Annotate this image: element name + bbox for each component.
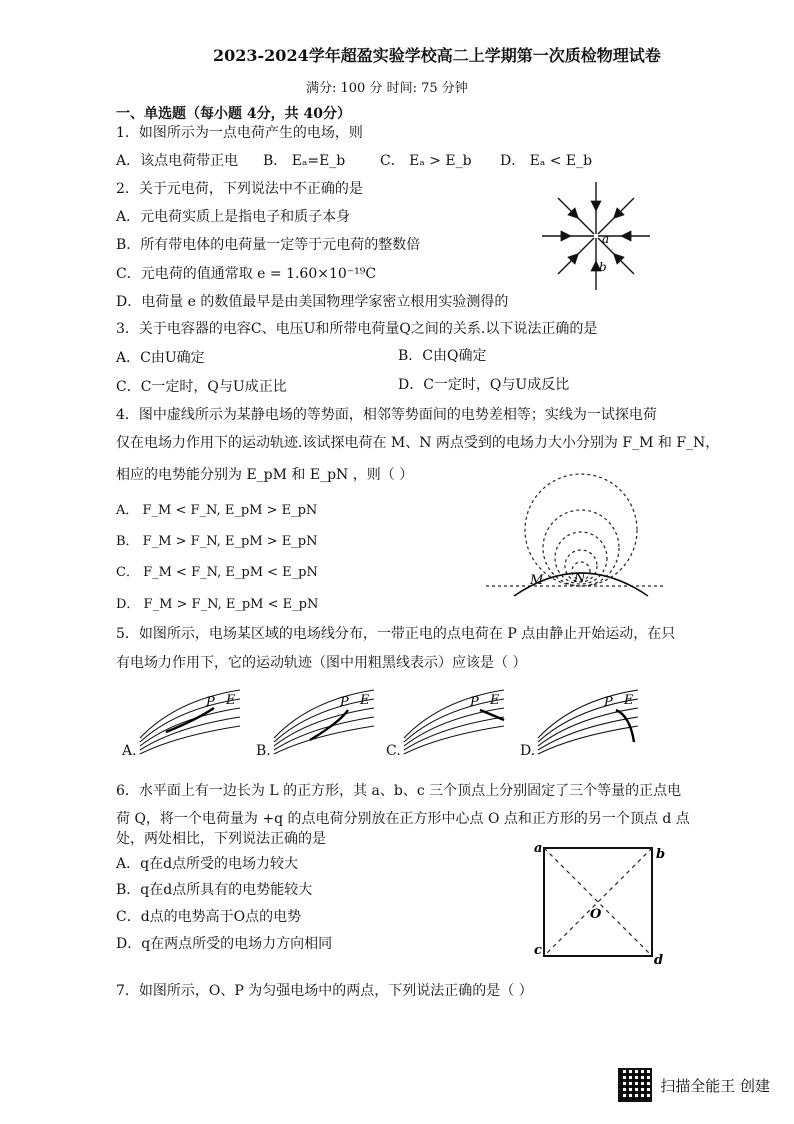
q5-stem-line-2: 有电场力作用下，它的运动轨迹（图中用粗黑线表示）应该是（ ） [116,655,527,671]
q1-option-a: A．该点电荷带正电 [116,153,239,169]
q4-stem-line-3: 相应的电势能分别为 E_pM 和 E_pN ，则（ ） [116,467,414,483]
q4-option-a: A． F_M < F_N, E_pM > E_pN [116,503,318,518]
q3-option-a: A．C由U确定 [116,350,205,366]
q1-label-b: b [599,260,607,274]
q5-label-e: E [624,693,634,708]
q6-option-a: A．q在d点所受的电场力较大 [116,856,299,872]
q2-option-d: D．电荷量 e 的数值最早是由美国物理学家密立根用实验测得的 [116,294,509,310]
q1-label-a: a [602,232,610,246]
q5-label-p: P [604,695,613,710]
q6-label-c: c [534,943,542,958]
q6-stem-line-2: 荷 Q，将一个电荷量为 +q 的点电荷分别放在正方形中心点 O 点和正方形的另一个顶点 d 点 [116,811,690,827]
q1-field-figure [536,176,656,296]
q4-label-m: M [530,573,544,588]
scanner-watermark [618,1068,770,1102]
q5-label-e: E [490,693,500,708]
q4-option-b: B． F_M > F_N, E_pM > E_pN [116,534,318,549]
q7-stem: 7．如图所示，O、P 为匀强电场中的两点，下列说法正确的是（ ） [116,983,533,999]
q4-stem-line-2: 仅在电场力作用下的运动轨迹.该试探电荷在 M、N 两点受到的电场力大小分别为 F_M 和 F_N， [116,435,720,451]
exam-title: 2023-2024学年超盈实验学校高二上学期第一次质检物理试卷 [213,46,661,65]
q5-panel-figure [534,676,652,756]
q1-option-b: B． Eₐ=E_b [263,153,346,169]
q5-label-e: E [226,693,236,708]
q3-option-d: D．C一定时，Q与U成反比 [398,377,570,393]
q6-label-a: a [534,841,543,856]
q5-panel-label: B. [256,743,271,759]
q5-label-e: E [360,693,370,708]
q5-panel-figure [136,676,254,756]
q5-label-p: P [206,695,215,710]
q5-label-p: P [470,695,479,710]
qr-code-icon [618,1068,652,1102]
q2-option-b: B．所有带电体的电荷量一定等于元电荷的整数倍 [116,237,421,253]
q5-panel-label: D. [520,743,536,759]
q5-stem-line-1: 5．如图所示，电场某区域的电场线分布，一带正电的点电荷在 P 点由静止开始运动，在只 [116,626,676,642]
q6-label-d: d [654,953,664,968]
q2-option-a: A．元电荷实质上是指电子和质子本身 [116,209,351,225]
q5-panel-label: C. [386,743,401,759]
q6-label-b: b [656,847,666,862]
q3-stem: 3．关于电容器的电容C、电压U和所带电荷量Q之间的关系.以下说法正确的是 [116,321,598,337]
q6-option-c: C．d点的电势高于O点的电势 [116,909,302,925]
q6-option-d: D．q在两点所受的电场力方向相同 [116,936,333,952]
q1-option-c: C． Eₐ > E_b [380,153,472,169]
q4-option-c: C． F_M < F_N, E_pM < E_pN [116,565,318,580]
q3-option-c: C．C一定时，Q与U成正比 [116,379,287,395]
q6-option-b: B．q在d点所具有的电势能较大 [116,882,313,898]
exam-meta: 满分: 100 分 时间: 75 分钟 [306,81,468,96]
q2-stem: 2．关于元电荷，下列说法中不正确的是 [116,181,363,197]
q5-label-p: P [340,695,349,710]
q1-stem: 1．如图所示为一点电荷产生的电场，则 [116,125,363,141]
section-heading: 一、单选题（每小题 4分，共 40分） [116,106,351,122]
q6-stem-line-1: 6．水平面上有一边长为 L 的正方形，其 a、b、c 三个顶点上分别固定了三个等量的正点电 [116,783,682,799]
q5-panel-figure [400,676,518,756]
q6-label-o: O [590,907,602,922]
q4-equipotential-figure [486,468,676,598]
q6-stem-line-3: 处，两处相比，下列说法正确的是 [116,831,326,847]
q5-panel-figure [270,676,388,756]
q2-option-c: C．元电荷的值通常取 e = 1.60×10⁻¹⁹C [116,266,377,282]
watermark-text: 扫描全能王 创建 [660,1076,770,1095]
q3-option-b: B．C由Q确定 [398,348,487,364]
q6-square-figure [530,838,680,968]
q5-panel-label: A. [122,743,137,759]
q4-option-d: D． F_M > F_N, E_pM < E_pN [116,597,319,612]
q4-label-n: N [574,571,586,586]
q1-option-d: D． Eₐ < E_b [500,153,593,169]
q4-stem-line-1: 4．图中虚线所示为某静电场的等势面，相邻等势面间的电势差相等；实线为一试探电荷 [116,407,657,423]
